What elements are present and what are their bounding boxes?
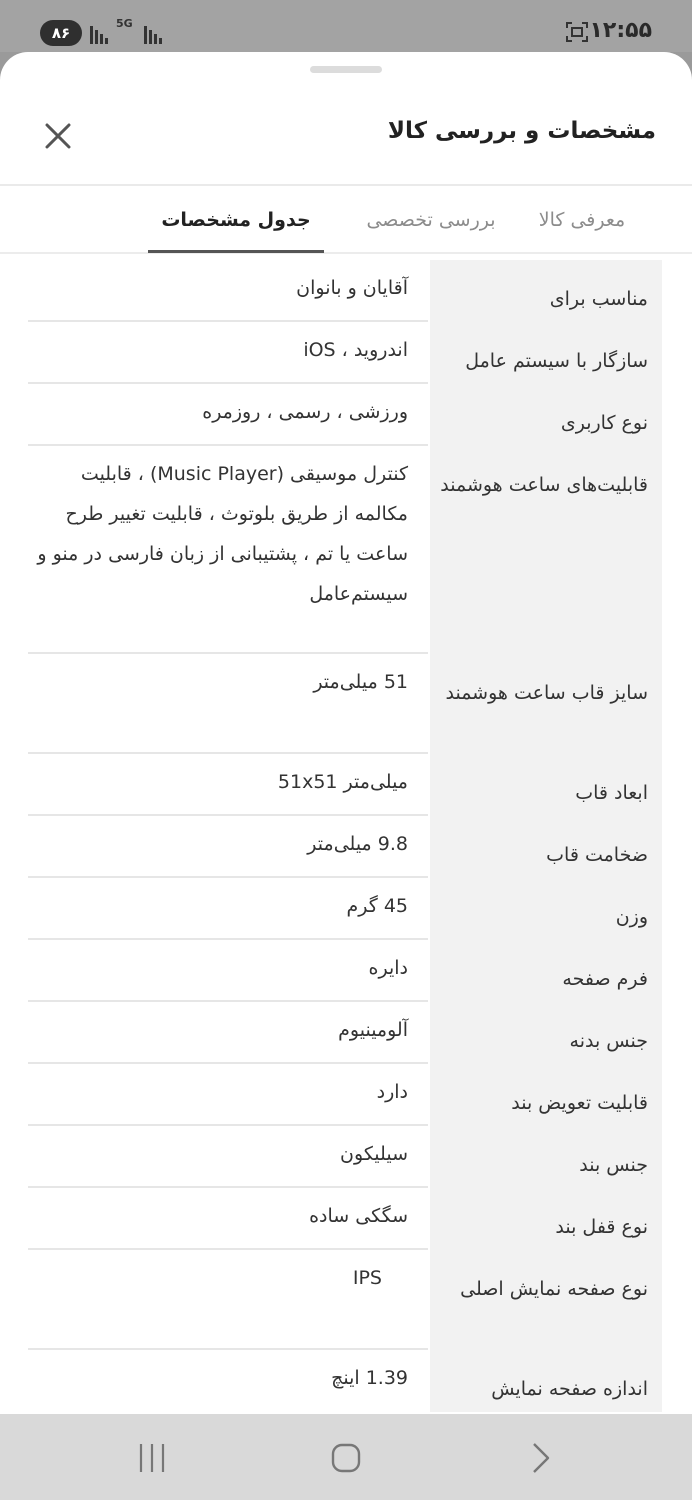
spec-row (28, 878, 662, 940)
tab-product-intro[interactable]: معرفی کالا (538, 209, 626, 231)
sheet-header (0, 82, 692, 184)
specs-sheet (0, 52, 692, 1414)
spec-value: 51 میلی‌متر (313, 671, 408, 693)
status-bar (0, 0, 692, 52)
spec-label: ابعاد قاب (430, 754, 662, 816)
signal-icon (90, 20, 110, 44)
spec-label: جنس بدنه (430, 1002, 662, 1064)
spec-row (28, 654, 662, 754)
sheet-title: مشخصات و بررسی کالا (387, 118, 656, 144)
clock: ۱۲:۵۵ (589, 18, 652, 43)
recents-icon[interactable] (134, 1440, 170, 1476)
spec-label: نوع قفل بند (430, 1188, 662, 1250)
network-type: 5G (116, 17, 133, 30)
spec-value: کنترل موسیقی (Music Player) ، قابلیت مکالمه از طریق بلوتوث ، قابلیت تغییر طرح ساعت یا تم ، پشتیبانی از زبان فارسی در منو و سیستم‌عامل (37, 463, 408, 605)
spec-row (28, 1064, 662, 1126)
spec-row (28, 1126, 662, 1188)
spec-value: سیلیکون (340, 1143, 408, 1165)
spec-value: 1.39 اینچ (331, 1367, 408, 1389)
spec-value: اندروید ، iOS (303, 339, 408, 361)
spec-label: سازگار با سیستم عامل (430, 322, 662, 384)
tab-specs-table[interactable]: جدول مشخصات (161, 209, 311, 231)
spec-label: قابلیت‌های ساعت هوشمند (430, 446, 662, 654)
back-icon[interactable] (522, 1440, 558, 1476)
battery-indicator: ۸۶ (40, 20, 82, 46)
spec-value: آقایان و بانوان (296, 277, 408, 299)
spec-row (28, 260, 662, 322)
tab-bar (0, 186, 692, 254)
close-icon[interactable] (40, 118, 76, 154)
spec-label: نوع کاربری (430, 384, 662, 446)
spec-label: نوع صفحه نمایش اصلی (430, 1250, 662, 1350)
spec-label: ضخامت قاب (430, 816, 662, 878)
spec-label: قابلیت تعویض بند (430, 1064, 662, 1126)
screen-record-icon (566, 22, 588, 42)
signal-icon-2 (144, 20, 164, 44)
spec-value: IPS (352, 1267, 382, 1289)
spec-value: آلومینیوم (338, 1019, 408, 1041)
spec-label: جنس بند (430, 1126, 662, 1188)
spec-label: سایز قاب ساعت هوشمند (430, 654, 662, 754)
spec-row (28, 940, 662, 1002)
spec-value: ورزشی ، رسمی ، روزمره (202, 401, 408, 423)
drag-handle[interactable] (310, 66, 382, 73)
spec-value: میلی‌متر 51x51 (277, 771, 408, 793)
tabs-divider (0, 252, 692, 254)
spec-value: 9.8 میلی‌متر (307, 833, 408, 855)
spec-row (28, 384, 662, 446)
spec-row (28, 816, 662, 878)
home-icon[interactable] (328, 1440, 364, 1476)
spec-row (28, 1350, 662, 1412)
active-tab-indicator (148, 250, 324, 253)
spec-row (28, 1188, 662, 1250)
spec-value: 45 گرم (346, 895, 408, 917)
spec-value: دارد (376, 1081, 408, 1103)
spec-row (28, 754, 662, 816)
spec-row (28, 446, 662, 654)
specs-table (28, 260, 662, 1412)
spec-label: فرم صفحه (430, 940, 662, 1002)
navigation-bar (0, 1414, 692, 1500)
spec-label: مناسب برای (430, 260, 662, 322)
spec-row (28, 1002, 662, 1064)
spec-label: اندازه صفحه نمایش (430, 1350, 662, 1412)
spec-row (28, 1250, 662, 1350)
spec-label: وزن (430, 878, 662, 940)
spec-row (28, 322, 662, 384)
spec-value: سگکی ساده (309, 1205, 408, 1227)
spec-value: دایره (368, 957, 408, 979)
tab-expert-review[interactable]: بررسی تخصصی (366, 209, 496, 231)
